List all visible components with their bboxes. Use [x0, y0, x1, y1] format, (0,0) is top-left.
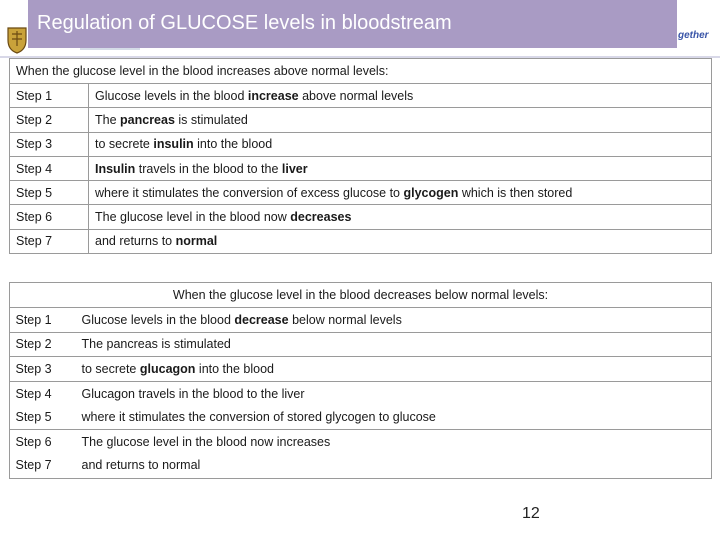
- step-text: The: [95, 112, 121, 127]
- step-description: [89, 156, 712, 180]
- logo-tagline: gether: [678, 30, 709, 41]
- increase-row: [10, 84, 712, 108]
- page-number: 12: [522, 505, 540, 522]
- step-text: below normal levels: [288, 312, 402, 327]
- step-text: and returns to: [95, 234, 176, 249]
- increase-row: [10, 181, 712, 205]
- step-description: [76, 332, 712, 357]
- step-text: Glucagon travels in the blood to the liver: [81, 386, 305, 401]
- bold-term: decrease: [234, 312, 289, 327]
- step-label: Step 7: [10, 229, 89, 253]
- decrease-row: [10, 357, 712, 382]
- step-description: [89, 181, 712, 205]
- step-label: Step 6: [10, 205, 89, 229]
- step-text: Glucose levels in the blood: [95, 88, 248, 103]
- bold-term: glucagon: [139, 361, 196, 376]
- bold-term: liver: [281, 161, 308, 176]
- step-description: [76, 429, 712, 453]
- step-description: [89, 132, 712, 156]
- step-text: where it stimulates the conversion of excess glucose to: [95, 185, 404, 200]
- step-label: Step 1: [10, 84, 89, 108]
- step-text: travels in the blood to the: [135, 161, 282, 176]
- step-label: Step 2: [10, 108, 89, 132]
- step-text: to secrete: [81, 361, 140, 376]
- step-text: Glucose levels in the blood: [81, 312, 235, 327]
- step-label: Step 7: [15, 458, 52, 473]
- bold-term: pancreas: [120, 112, 175, 127]
- increase-row: [10, 108, 712, 132]
- step-description: [76, 454, 712, 478]
- step-description: [89, 205, 712, 229]
- increase-row: [10, 132, 712, 156]
- step-description: [89, 108, 712, 132]
- step-label: Step 5: [10, 181, 89, 205]
- step-description: [76, 308, 712, 333]
- decrease-table-heading: When the glucose level in the blood decreases below normal levels:: [10, 283, 712, 308]
- step-text: The pancreas is stimulated: [81, 337, 231, 352]
- decrease-steps-table: [9, 282, 712, 477]
- decrease-row: [10, 308, 712, 333]
- decrease-row: [10, 405, 712, 429]
- step-text: The glucose level in the blood now increases: [81, 434, 331, 449]
- step-text: The glucose level in the blood now: [95, 210, 291, 225]
- step-label: Step 4: [15, 386, 52, 401]
- step-text: to secrete: [95, 137, 154, 152]
- bold-term: Insulin: [95, 161, 136, 176]
- step-description: [76, 381, 712, 405]
- step-label: Step 1: [10, 308, 76, 333]
- step-text: is stimulated: [174, 112, 248, 127]
- bold-term: insulin: [153, 137, 194, 152]
- step-text: into the blood: [195, 361, 274, 376]
- bold-term: normal: [175, 234, 218, 249]
- step-label: Step 3: [10, 357, 76, 382]
- step-text: where it stimulates the conversion of stored glycogen to glucose: [81, 410, 436, 425]
- step-description: [89, 229, 712, 253]
- decrease-row: [10, 454, 712, 478]
- school-crest-icon: [6, 24, 28, 54]
- bold-term: increase: [247, 88, 299, 103]
- step-label: Step 4: [10, 156, 89, 180]
- decrease-row: [10, 381, 712, 405]
- increase-row: [10, 229, 712, 253]
- title-banner: [28, 0, 677, 48]
- step-description: [89, 84, 712, 108]
- slide-header: [0, 0, 720, 56]
- step-label: Step 2: [10, 332, 76, 357]
- bold-term: decreases: [290, 210, 352, 225]
- increase-steps-table: [9, 58, 712, 254]
- step-text: above normal levels: [298, 88, 414, 103]
- decrease-row: [10, 429, 712, 453]
- step-label: Step 3: [10, 132, 89, 156]
- step-label: Step 5: [10, 405, 76, 429]
- slide-title: Regulation of GLUCOSE levels in bloodstream: [37, 12, 452, 34]
- increase-table-heading: When the glucose level in the blood increases above normal levels:: [10, 59, 712, 84]
- step-text: into the blood: [193, 137, 273, 152]
- increase-row: [10, 205, 712, 229]
- step-description: [76, 357, 712, 382]
- step-text: which is then stored: [458, 185, 573, 200]
- step-text: and returns to normal: [81, 458, 201, 473]
- bold-term: glycogen: [403, 185, 459, 200]
- decrease-row: [10, 332, 712, 357]
- step-description: [76, 405, 712, 429]
- step-label: Step 6: [15, 434, 52, 449]
- increase-row: [10, 156, 712, 180]
